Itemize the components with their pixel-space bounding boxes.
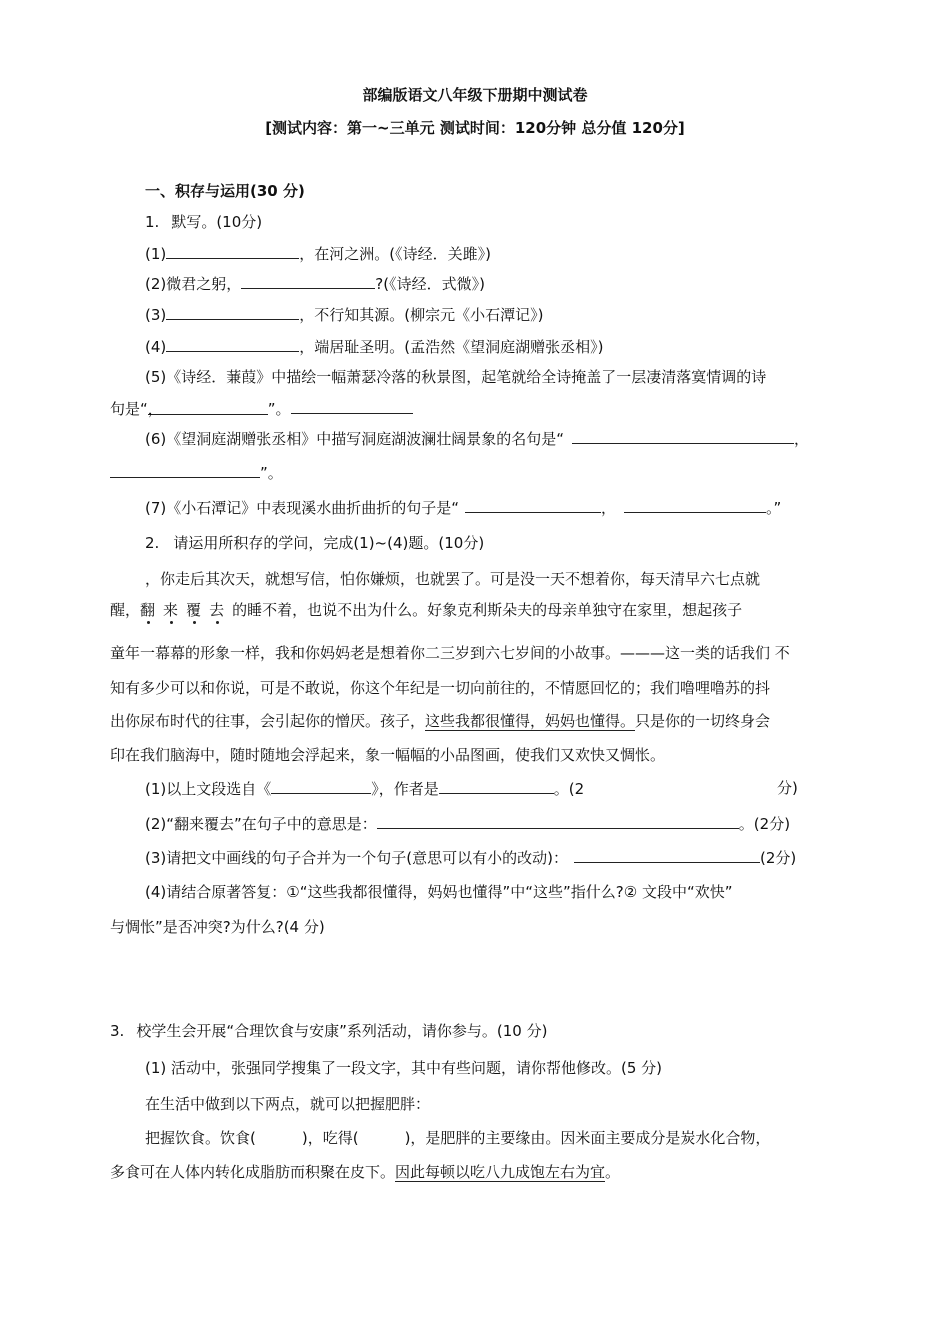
item-text: (3)请把文中画线的句子合并为一个句子(意思可以有小的改动)：	[145, 849, 568, 867]
q1-item-5-line1: (5)《诗经．蒹葭》中描绘一幅萧瑟冷落的秋景图，起笔就给全诗掩盖了一层凄清落寞情调的诗	[145, 368, 767, 386]
passage-text: 只是你的一切终身会	[635, 712, 771, 730]
item-text: 。	[605, 1163, 621, 1181]
answer-blank[interactable]	[166, 304, 299, 320]
section-heading: 一、积存与运用(30 分)	[145, 182, 305, 200]
q3-title	[110, 1021, 547, 1041]
answer-blank[interactable]	[439, 778, 554, 794]
item-text: (2)微君之躬，	[145, 275, 242, 293]
passage-text: 醒，	[110, 601, 141, 619]
item-text: 句是“	[110, 400, 148, 418]
test-info: [测试内容：第一~三单元 测试时间：120分钟 总分值 120分]	[265, 119, 685, 137]
item-text: 多食可在人体内转化成脂肪而积聚在皮下。	[110, 1163, 396, 1181]
passage-text: 出你尿布时代的往事，会引起你的憎厌。孩子，	[110, 712, 426, 730]
item-text: ，端居耻圣明。(孟浩然《望洞庭湖赠张丞相》)	[299, 338, 604, 356]
dotted-char: 去	[209, 601, 225, 619]
q2-sub-1	[145, 778, 584, 799]
passage-line-3: 童年一幕幕的形象一样，我和你妈妈老是想着你二三岁到六七岁间的小故事。———这一类的话我们 不	[110, 644, 790, 662]
answer-blank[interactable]	[166, 243, 299, 259]
q2-sub-4-line1: (4)请结合原著答复：①“这些我都很懂得，妈妈也懂得”中“这些”指什么?② 文段中“欢快”	[145, 883, 733, 901]
item-text: ”。	[267, 400, 291, 418]
answer-blank[interactable]	[624, 497, 766, 513]
item-text: 。(2分)	[738, 815, 791, 833]
item-text: ，不行知其源。(柳宗元《小石潭记》)	[299, 306, 544, 324]
item-text: 。”	[766, 499, 782, 517]
page-title: 部编版语文八年级下册期中测试卷	[362, 86, 588, 104]
answer-blank[interactable]	[291, 398, 413, 414]
q2-text: 请运用所积存的学问，完成(1)~(4)题。(10分)	[173, 534, 485, 552]
underlined-sentence: 因此每顿以吃八九成饱左右为宜	[395, 1163, 606, 1181]
item-text: ，在河之洲。(《诗经．关雎》)	[299, 245, 491, 263]
item-text: )，是肥胖的主要缘由。因米面主要成分是炭水化合物，	[404, 1129, 771, 1147]
passage-line-5	[110, 711, 770, 731]
dotted-char: 覆	[186, 601, 202, 619]
q1-number: 1.	[145, 213, 160, 231]
item-number: (4)	[145, 338, 167, 356]
passage-text: 的睡不着，也说不出为什么。好象克利斯朵夫的母亲单独守在家里，想起孩子	[232, 601, 743, 619]
q2-sub-3	[145, 847, 796, 868]
item-text: (6)《望洞庭湖赠张丞相》中描写洞庭湖波澜壮阔景象的名句是“	[145, 430, 565, 448]
answer-blank[interactable]	[271, 778, 371, 794]
answer-blank[interactable]	[465, 497, 601, 513]
q3-sub-1: (1) 活动中，张强同学搜集了一段文字，其中有些问题，请你帮他修改。(5 分)	[145, 1059, 663, 1077]
q1-item-2	[145, 273, 485, 294]
q2-sub-2	[145, 813, 790, 834]
q1-item-6-line1	[145, 428, 809, 449]
q1-item-3	[145, 304, 543, 325]
q3-para-3	[110, 1162, 620, 1182]
q3-para-2	[145, 1128, 770, 1148]
underlined-sentence: 这些我都很懂得，妈妈也懂得。	[425, 712, 636, 730]
passage-line-4: 知有多少可以和你说，可是不敢说，你这个年纪是一切向前往的，不情愿回忆的；我们噜哩噜苏的抖	[110, 679, 771, 697]
passage-line-6: 印在我们脑海中，随时随地会浮起来，象一幅幅的小品图画，使我们又欢快又惆怅。	[110, 746, 666, 764]
dotted-char: 翻	[140, 601, 156, 619]
item-text: (7)《小石潭记》中表现溪水曲折曲折的句子是“	[145, 499, 460, 517]
q2-sub-4-line2: 与惆怅”是否冲突?为什么?(4 分)	[110, 918, 325, 936]
answer-blank[interactable]	[147, 399, 268, 418]
item-number: (3)	[145, 306, 167, 324]
answer-blank[interactable]	[377, 813, 739, 829]
answer-blank[interactable]	[241, 273, 375, 289]
q1-title	[145, 212, 262, 232]
q2-number: 2.	[145, 534, 160, 552]
q3-number: 3.	[110, 1022, 125, 1040]
item-text: ?(《诗经．式微》)	[375, 275, 485, 293]
q1-item-1	[145, 243, 491, 264]
answer-blank[interactable]	[110, 462, 260, 478]
dotted-char: 来	[163, 601, 179, 619]
item-text: 。(2	[553, 780, 585, 798]
q3-text: 校学生会开展“合理饮食与安康”系列活动，请你参与。(10 分)	[136, 1022, 548, 1040]
item-text: 把握饮食。饮食(	[145, 1129, 256, 1147]
item-text: (1)以上文段选自《	[145, 780, 272, 798]
q1-item-5-line2	[110, 398, 413, 419]
q1-item-7	[145, 497, 781, 518]
item-text: 》，作者是	[371, 780, 439, 798]
answer-blank[interactable]	[574, 847, 760, 863]
passage-line-2	[110, 600, 742, 620]
item-text: (2分)	[759, 849, 797, 867]
passage-line-1: ，你走后其次天，就想写信，怕你嫌烦，也就罢了。可是没一天不想着你，每天清早六七点就	[145, 570, 761, 588]
comma: ，	[147, 400, 163, 418]
answer-blank[interactable]	[166, 336, 299, 352]
q2-title	[145, 533, 484, 553]
q3-para-1: 在生活中做到以下两点，就可以把握肥胖：	[145, 1095, 431, 1113]
q1-item-4	[145, 336, 603, 357]
q1-text: 默写。(10分)	[171, 213, 263, 231]
item-number: (1)	[145, 245, 167, 263]
answer-blank[interactable]	[572, 428, 794, 444]
comma: ，	[601, 499, 617, 517]
q1-item-6-line2	[110, 462, 283, 483]
q2-sub-1-score: 分)	[777, 779, 798, 797]
item-text: )，吃得(	[301, 1129, 359, 1147]
comma: ，	[794, 430, 810, 448]
item-text: (2)“翻来覆去”在句子中的意思是：	[145, 815, 377, 833]
item-text: ”。	[260, 464, 283, 482]
